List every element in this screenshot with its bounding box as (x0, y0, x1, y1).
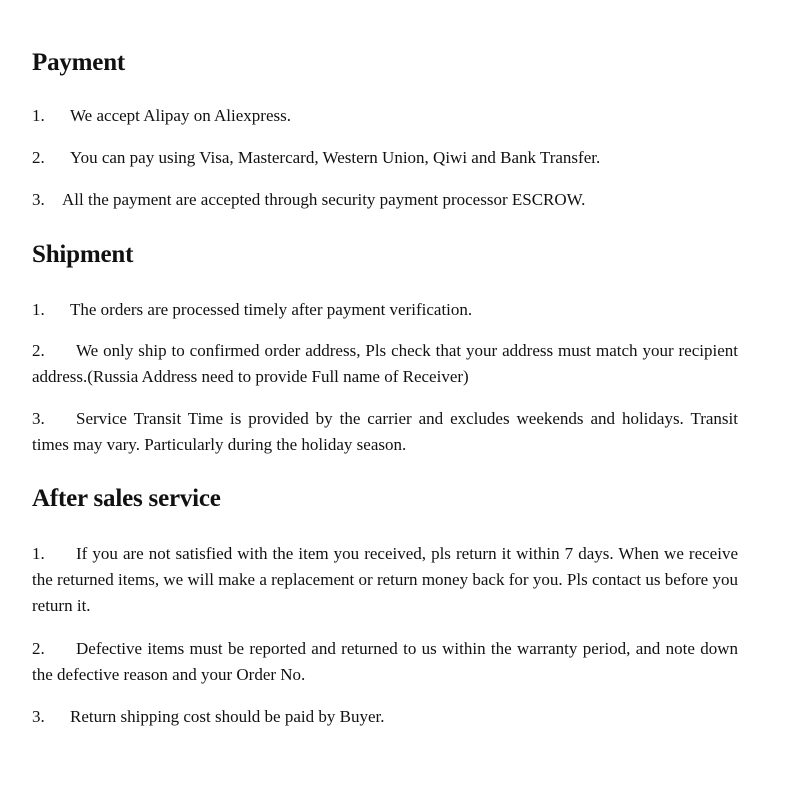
payment-item-3 (32, 187, 738, 213)
shipment-item-2-text: We only ship to confirmed order address, Pls check that your address must match your recipient address.(Russia Address need to provide Full name of Receiver) (32, 341, 738, 386)
after-sales-item-3-text: Return shipping cost should be paid by Buyer. (70, 707, 385, 726)
shipment-item-1-text: The orders are processed timely after payment verification. (70, 300, 473, 319)
payment-item-1-number: 1. (32, 106, 45, 125)
payment-heading: Payment (32, 49, 126, 76)
after-sales-item-2 (32, 636, 738, 688)
payment-item-3-number: 3. (32, 190, 45, 209)
shipment-item-2 (32, 338, 738, 390)
after-sales-item-1-number: 1. (32, 544, 45, 563)
payment-item-2-text: You can pay using Visa, Mastercard, Western Union, Qiwi and Bank Transfer. (70, 148, 601, 167)
shipment-item-1-number: 1. (32, 300, 45, 319)
after-sales-heading: After sales service (32, 485, 221, 512)
payment-item-1 (32, 103, 738, 129)
after-sales-item-1 (32, 541, 738, 619)
shipment-item-3 (32, 406, 738, 458)
after-sales-item-2-text: Defective items must be reported and returned to us within the warranty period, and note down the defective reason and your Order No. (32, 639, 738, 684)
payment-item-2-number: 2. (32, 148, 45, 167)
after-sales-item-1-text: If you are not satisfied with the item you received, pls return it within 7 days. When we receive the returned items, we will make a replacement or return money back for you. Pls contact us before you return it. (32, 544, 738, 615)
shipment-item-1 (32, 297, 738, 323)
payment-item-3-text: All the payment are accepted through security payment processor ESCROW. (62, 190, 586, 209)
after-sales-item-2-number: 2. (32, 639, 45, 658)
shipment-item-3-text: Service Transit Time is provided by the carrier and excludes weekends and holidays. Transit times may vary. Particularly during the holiday season. (32, 409, 738, 454)
payment-item-1-text: We accept Alipay on Aliexpress. (70, 106, 291, 125)
shipment-item-2-number: 2. (32, 341, 45, 360)
shipment-item-3-number: 3. (32, 409, 45, 428)
after-sales-item-3-number: 3. (32, 707, 45, 726)
payment-item-2 (32, 145, 738, 171)
after-sales-item-3 (32, 704, 738, 730)
shipment-heading: Shipment (32, 241, 134, 268)
